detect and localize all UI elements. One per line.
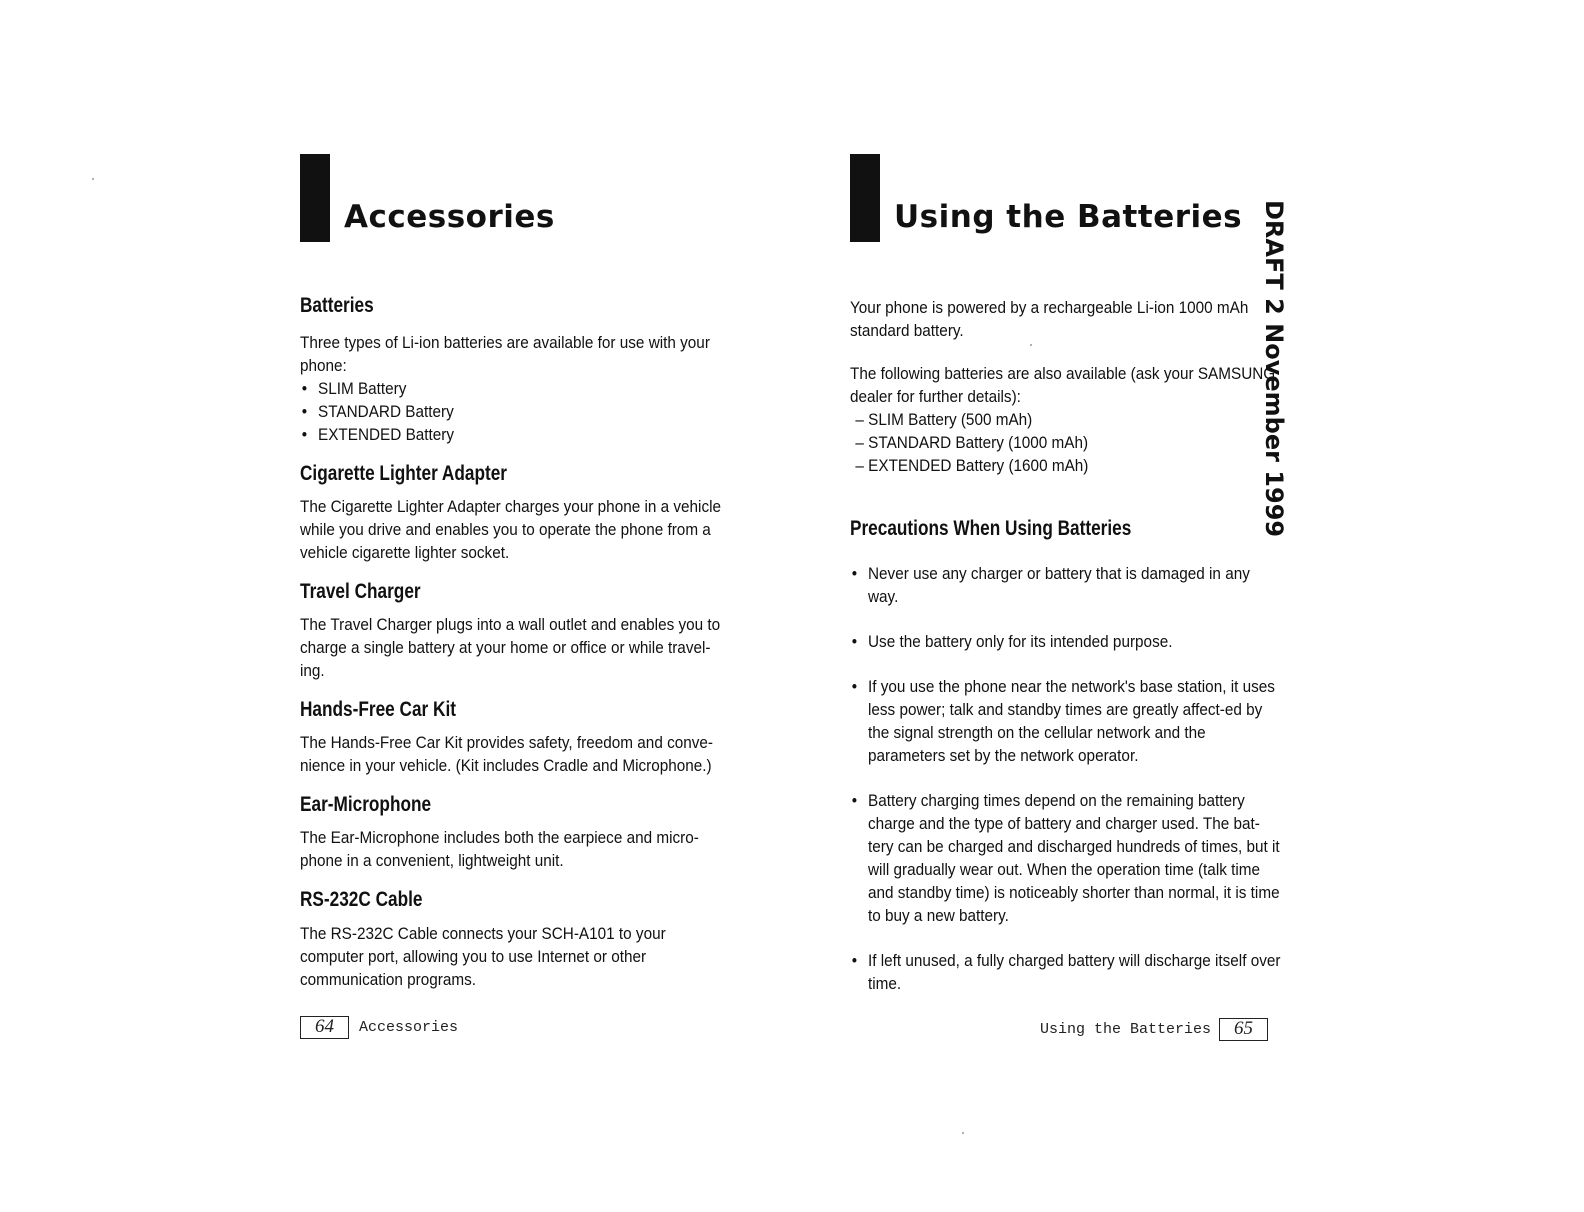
section-title: Batteries <box>300 294 374 317</box>
section-title: Ear-Microphone <box>300 793 432 817</box>
section-travel-charger <box>300 580 740 682</box>
section-intro: Three types of Li-ion batteries are available for use with your phone: <box>300 333 710 376</box>
section-text: The Hands-Free Car Kit provides safety, freedom and conve-nience in your vehicle. (Kit includes Cradle and Microphone.) <box>300 733 714 776</box>
section-title: Hands-Free Car Kit <box>300 698 456 722</box>
precautions-title: Precautions When Using Batteries <box>850 517 1132 540</box>
list-item: • SLIM Battery <box>300 377 732 400</box>
precaution-item: • If left unused, a fully charged battery will discharge itself over time. <box>850 949 1282 995</box>
section-hands-free-car-kit <box>300 698 740 777</box>
chapter-header <box>850 150 1290 242</box>
section-text: The Travel Charger plugs into a wall outlet and enables you to charge a single battery at your home or office or while travel-ing. <box>300 615 721 681</box>
precaution-item: • Use the battery only for its intended purpose. <box>850 630 1282 653</box>
page-number: 65 <box>1219 1018 1268 1041</box>
list-item: • EXTENDED Battery <box>300 423 732 446</box>
section-rs232c-cable <box>300 888 740 990</box>
intro-paragraph: The following batteries are also available (ask your SAMSUNG dealer for further details): <box>850 364 1276 406</box>
section-title: RS-232C Cable <box>300 888 423 912</box>
draft-stamp: DRAFT 2 November 1999 <box>1260 200 1288 538</box>
section-text: The Ear-Microphone includes both the earpiece and micro-phone in a convenient, lightweight unit. <box>300 828 699 871</box>
list-item: – SLIM Battery (500 mAh) <box>855 410 1033 429</box>
intro-paragraph: Your phone is powered by a rechargeable Li-ion 1000 mAh standard battery. <box>850 298 1249 340</box>
list-item: – EXTENDED Battery (1600 mAh) <box>855 456 1089 475</box>
section-title: Cigarette Lighter Adapter <box>300 462 507 486</box>
section-ear-microphone <box>300 793 740 872</box>
left-footer <box>300 1016 458 1039</box>
section-text: The RS-232C Cable connects your SCH-A101 to your computer port, allowing you to use Internet or other communication programs. <box>300 923 666 989</box>
right-footer <box>1040 1018 1268 1041</box>
chapter-header <box>300 150 740 242</box>
scan-speck <box>92 178 94 180</box>
left-page <box>300 150 740 991</box>
page-number: 64 <box>300 1016 349 1039</box>
list-item: – STANDARD Battery (1000 mAh) <box>855 433 1089 452</box>
precautions-list <box>850 562 1282 995</box>
footer-label: Using the Batteries <box>1040 1021 1212 1038</box>
available-battery-list <box>850 408 1287 477</box>
chapter-title: Using the Batteries <box>894 199 1243 235</box>
chapter-bar <box>300 154 330 242</box>
chapter-bar <box>850 154 880 242</box>
section-title: Travel Charger <box>300 580 421 604</box>
right-page <box>850 150 1290 995</box>
chapter-title: Accessories <box>344 199 555 235</box>
section-batteries <box>300 294 740 446</box>
section-body <box>300 331 732 446</box>
battery-type-list <box>300 377 732 446</box>
precaution-item: • Battery charging times depend on the remaining battery charge and the type of battery and charger used. The bat-tery can be charged and discharged hundreds of times, but it will gradually wear out. When the operation time (talk time and standby time) is noticeably shorter than normal, it is time to buy a new battery. <box>850 789 1282 927</box>
footer-label: Accessories <box>359 1019 459 1036</box>
list-item: • STANDARD Battery <box>300 400 732 423</box>
scan-speck <box>962 1132 964 1134</box>
section-cigarette-lighter-adapter <box>300 462 740 564</box>
precaution-item: • Never use any charger or battery that is damaged in any way. <box>850 562 1282 608</box>
section-text: The Cigarette Lighter Adapter charges your phone in a vehicle while you drive and enables you to operate the phone from a vehicle cigarette lighter socket. <box>300 497 722 563</box>
precaution-item: • If you use the phone near the network's base station, it uses less power; talk and standby times are greatly affect-ed by the signal strength on the cellular network and the parameters set by the network operator. <box>850 675 1282 767</box>
